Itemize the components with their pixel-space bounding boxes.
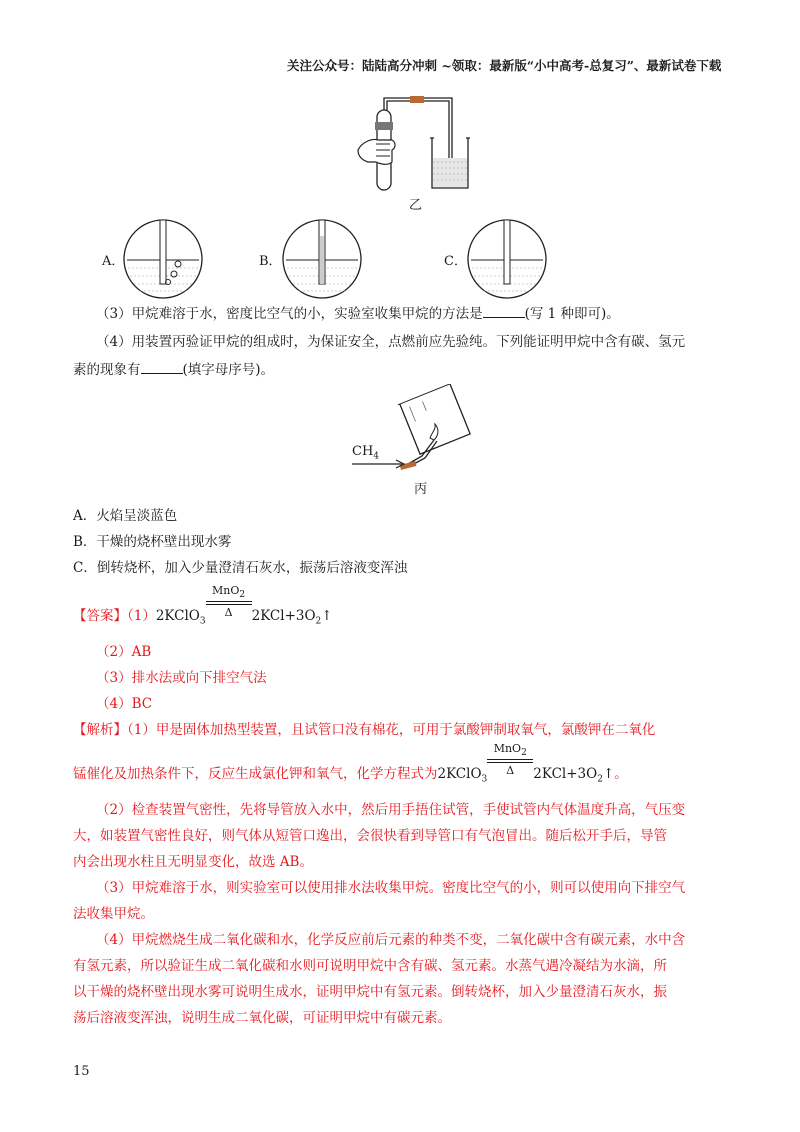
answer-3: （3）排水法或向下排空气法 [96, 670, 267, 686]
answer-1-prefix: （1） [127, 607, 156, 624]
option-b-figure [281, 218, 363, 300]
answer-4: （4）BC [96, 696, 153, 712]
question-3 [96, 302, 620, 322]
question-3-text: （3）甲烷难溶于水，密度比空气的小，实验室收集甲烷的方法是 [96, 306, 483, 322]
option-b-label: B． [259, 254, 282, 269]
analysis-p1-line1: 【解析】（1）甲是固体加热型装置，且试管口没有棉花，可用于氯酸钾制取氧气，氯酸钾在二氧化 [73, 722, 656, 738]
analysis-p4-line4: 荡后溶液变浑浊，说明生成二氧化碳，可证明甲烷中有碳元素。 [73, 1010, 451, 1026]
question-3-note: (写 1 种即可)。 [524, 306, 620, 322]
question-4-line1: （4）用装置丙验证甲烷的组成时，为保证安全，点燃前应先验纯。下列能证明甲烷中含有碳、氢元 [96, 334, 686, 350]
answer-label: 【答案】 [73, 607, 127, 624]
eq-condition: $\frac{MnO_2}{\Delta}$ [206, 584, 252, 624]
option-a-figure [122, 218, 204, 300]
analysis-p4-line2: 有氢元素，所以验证生成二氧化碳和水则可说明甲烷中含有碳、氢元素。水蒸气遇冷凝结为水滴，所 [73, 958, 667, 974]
figure-yi-label: 乙 [409, 198, 423, 213]
question-4-line2 [73, 358, 274, 378]
analysis-p4-line1: （4）甲烷燃烧生成二氧化碳和水，化学反应前后元素的种类不变，二氧化碳中含有碳元素，水中含 [96, 932, 686, 948]
question-3-blank [483, 305, 525, 318]
analysis-label: 【解析】 [73, 722, 127, 738]
eq-condition-2: $\frac{MnO_2}{\Delta}$ [487, 742, 533, 782]
question-4-note: (填字母序号)。 [182, 362, 275, 378]
analysis-p2-line2: 大，如装置气密性良好，则气体从短管口逸出，会很快看到导管口有气泡冒出。随后松开手后，导管 [73, 828, 667, 844]
option-a-label: A． [102, 254, 125, 269]
eq-left: 2KClO$_3$ [155, 607, 206, 627]
ch4-label: $CH_4$ [352, 444, 380, 462]
choice-c: C．倒转烧杯，加入少量澄清石灰水，振荡后溶液变浑浊 [73, 560, 408, 576]
answer-2: （2）AB [96, 644, 152, 660]
analysis-p3-line1: （3）甲烷难溶于水，则实验室可以使用排水法收集甲烷。密度比空气的小，则可以使用向下排空气 [96, 880, 686, 896]
analysis-p3-line2: 法收集甲烷。 [73, 906, 154, 922]
option-c-figure [466, 218, 548, 300]
analysis-p2-line3: 内会出现水柱且无明显变化，故选 AB。 [73, 854, 313, 870]
eq-right: $2KCl+3O_2↑$ [251, 607, 333, 627]
analysis-p2-line1: （2）检查装置气密性，先将导管放入水中，然后用手捂住试管，手使试管内气体温度升高，气压变 [96, 802, 686, 818]
option-c-label: C． [444, 254, 467, 269]
answer-line1 [73, 584, 333, 627]
analysis-p1-line2: 锰催化及加热条件下，反应生成氯化钾和氧气，化学方程式为2KClO$_3$ $\frac{MnO_2}{\Delta}$ $2KCl+3O_2↑$。 [73, 742, 628, 785]
page-header: 关注公众号：陆陆高分冲刺 ~领取：最新版“小中高考-总复习”、最新试卷下载 [287, 58, 722, 73]
choice-a: A．火焰呈淡蓝色 [73, 508, 178, 524]
question-4-blank [141, 361, 183, 374]
question-4-text: 素的现象有 [73, 362, 141, 378]
analysis-p4-line3: 以干燥的烧杯壁出现水雾可说明生成水，证明甲烷中有氢元素。倒转烧杯，加入少量澄清石灰水，振 [73, 984, 667, 1000]
page-number: 15 [73, 1064, 90, 1079]
choice-b: B．干燥的烧杯壁出现水雾 [73, 534, 232, 550]
figure-bing-label: 丙 [414, 482, 428, 497]
